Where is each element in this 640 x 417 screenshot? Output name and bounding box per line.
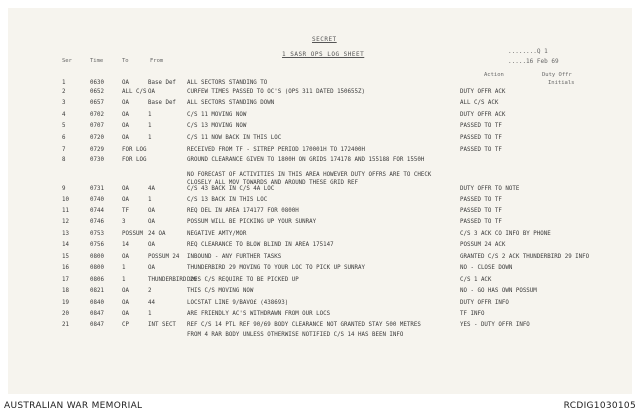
row-to: OA (122, 135, 129, 141)
table-row (0, 147, 640, 156)
row-from: 24 OA (148, 231, 166, 237)
row-to: OA (122, 80, 129, 86)
row-action: PASSED TO TF (460, 135, 502, 141)
row-to: OA (122, 254, 129, 260)
row-message: ALL SECTORS STANDING TO (187, 80, 268, 86)
row-action: C/S 1 ACK (460, 277, 492, 283)
row-to: ALL C/S (122, 89, 147, 95)
row-serial: 10 (62, 197, 69, 203)
row-time: 0730 (90, 157, 104, 163)
row-from: OA (148, 208, 155, 214)
row-from: 1 (148, 123, 152, 129)
table-row (0, 265, 640, 274)
row-from: 1 (148, 197, 152, 203)
row-serial: 7 (62, 147, 66, 153)
row-to: OA (122, 112, 129, 118)
row-serial: 3 (62, 100, 66, 106)
row-message: CURFEW TIMES PASSED TO OC'S (OPS 311 DATED 150655Z) (187, 89, 365, 95)
table-row (0, 254, 640, 263)
row-from: 1 (148, 135, 152, 141)
row-time: 0744 (90, 208, 104, 214)
row-to: CP (122, 322, 129, 328)
row-from: Base Def (148, 80, 176, 86)
table-row (0, 231, 640, 240)
row-message: REF C/S 14 PTL REF 90/69 BODY CLEARANCE NOT GRANTED STAY 500 METRES (187, 322, 421, 328)
header-reference: ........Q 1 (508, 48, 548, 55)
row-from: 1 (148, 112, 152, 118)
table-row (0, 89, 640, 98)
row-serial: 9 (62, 186, 66, 192)
table-row (0, 135, 640, 144)
row-message: C/S 13 MOVING NOW (187, 123, 247, 129)
row-time: 0652 (90, 89, 104, 95)
row-action: DUTY OFFR TO NOTE (460, 186, 520, 192)
row-serial: 8 (62, 157, 66, 163)
row-to: OA (122, 186, 129, 192)
row-from: 4A (148, 186, 155, 192)
row-serial: 4 (62, 112, 66, 118)
row-message: C/S 43 BACK IN C/S 4A LOC (187, 186, 275, 192)
row-serial: 18 (62, 288, 69, 294)
row-to: OA (122, 100, 129, 106)
table-row (0, 288, 640, 297)
row-time: 0753 (90, 231, 104, 237)
row-message: NEGATIVE AMTY/MOR (187, 231, 247, 237)
row-message: REQ CLEARANCE TO BLOW BLIND IN AREA 175147 (187, 242, 334, 248)
row-to: OA (122, 197, 129, 203)
row-from: 2 (148, 288, 152, 294)
row-serial: 19 (62, 300, 69, 306)
row-from: OA (148, 242, 155, 248)
row-to: OA (122, 288, 129, 294)
row-time: 0731 (90, 186, 104, 192)
row-to: OA (122, 300, 129, 306)
footer-record-id: RCDIG1030105 (563, 401, 636, 411)
row-action: DUTY OFFR ACK (460, 112, 506, 118)
row-from: OA (148, 219, 155, 225)
row-to: 1 (122, 265, 126, 271)
row-message: INBOUND - ANY FURTHER TASKS (187, 254, 282, 260)
row-time: 0821 (90, 288, 104, 294)
table-row (0, 197, 640, 206)
row-message: THIS C/S MOVING NOW (187, 288, 254, 294)
row8-continuation-2: CLOSELY ALL MOV TOWARDS AND AROUND THESE GRID REF (187, 180, 359, 186)
row-from: 44 (148, 300, 155, 306)
row-serial: 6 (62, 135, 66, 141)
row-time: 0657 (90, 100, 104, 106)
row-serial: 14 (62, 242, 69, 248)
row-action: PASSED TO TF (460, 147, 502, 153)
table-row (0, 242, 640, 251)
row-serial: 5 (62, 123, 66, 129)
row-message: C/S 11 MOVING NOW (187, 112, 247, 118)
row-message: LOCSTAT LINE 9/BAVO£ (438693) (187, 300, 289, 306)
row-to: FOR LOG (122, 157, 147, 163)
row-from: INT SECT (148, 322, 176, 328)
row-to: FOR LOG (122, 147, 147, 153)
row8-continuation-1: NO FORECAST OF ACTIVITIES IN THIS AREA HOWEVER DUTY OFFRS ARE TO CHECK (187, 172, 432, 178)
row-to: TF (122, 208, 129, 214)
row-serial: 15 (62, 254, 69, 260)
row-to: 14 (122, 242, 129, 248)
row-action: PASSED TO TF (460, 123, 502, 129)
row-action: YES - DUTY OFFR INFO (460, 322, 530, 328)
table-row (0, 80, 640, 89)
row-time: 0720 (90, 135, 104, 141)
row-serial: 12 (62, 219, 69, 225)
row-action: POSSUM 24 ACK (460, 242, 506, 248)
row-action: ALL C/S ACK (460, 100, 499, 106)
column-header-ser: Ser (62, 58, 72, 64)
table-row (0, 123, 640, 132)
row-time: 0847 (90, 322, 104, 328)
row-message: GROUND CLEARANCE GIVEN TO 1800H ON GRIDS 174178 AND 155188 FOR 1550H (187, 157, 425, 163)
row-message: DOES C/S REQUIRE TO BE PICKED UP (187, 277, 299, 283)
row-action: DUTY OFFR ACK (460, 89, 506, 95)
row-action: TF INFO (460, 311, 485, 317)
row-time: 0756 (90, 242, 104, 248)
row-from: Base Def (148, 100, 176, 106)
row-time: 0847 (90, 311, 104, 317)
header-date: .....16 Feb 69 (508, 58, 559, 65)
row-to: 3 (122, 219, 126, 225)
row-time: 0746 (90, 219, 104, 225)
row-time: 0806 (90, 277, 104, 283)
row-message: ARE FRIENDLY AC'S WITHDRAWN FROM OUR LOCS (187, 311, 331, 317)
column-header-action: Action (484, 72, 504, 78)
row-time: 0840 (90, 300, 104, 306)
document-title: SECRET (312, 36, 337, 43)
row-to: OA (122, 123, 129, 129)
table-row (0, 186, 640, 195)
row-action: PASSED TO TF (460, 208, 502, 214)
table-row (0, 219, 640, 228)
row-message: C/S 11 NOW BACK IN THIS LOC (187, 135, 282, 141)
row-action: NO - GO HAS OWN POSSUM (460, 288, 537, 294)
row-action: PASSED TO TF (460, 219, 502, 225)
row-time: 0702 (90, 112, 104, 118)
row21-continuation: FROM 4 RAR BODY UNLESS OTHERWISE NOTIFIED C/S 14 HAS BEEN INFO (187, 332, 404, 338)
row-action: NO - CLOSE DOWN (460, 265, 513, 271)
row-serial: 1 (62, 80, 66, 86)
column-header-initials: Initials (548, 80, 575, 86)
row-time: 0729 (90, 147, 104, 153)
table-row (0, 112, 640, 121)
row-time: 0630 (90, 80, 104, 86)
table-row (0, 322, 640, 331)
row-message: REQ DEL IN AREA 174177 FOR 0800H (187, 208, 299, 214)
row-to: OA (122, 311, 129, 317)
row-serial: 20 (62, 311, 69, 317)
table-row (0, 208, 640, 217)
table-row (0, 100, 640, 109)
column-header-time: Time (90, 58, 104, 64)
table-row (0, 311, 640, 320)
row-serial: 17 (62, 277, 69, 283)
row-action: DUTY OFFR INFO (460, 300, 509, 306)
row-time: 0707 (90, 123, 104, 129)
row-from: THUNDERBIRD 29 (148, 277, 197, 283)
row-from: OA (148, 89, 155, 95)
row-serial: 2 (62, 89, 66, 95)
document-subtitle: 1 SASR OPS LOG SHEET (282, 51, 365, 58)
row-action: PASSED TO TF (460, 197, 502, 203)
footer-archive-name: AUSTRALIAN WAR MEMORIAL (4, 401, 143, 411)
column-header-to: To (122, 58, 129, 64)
row-from: 1 (148, 311, 152, 317)
row-action: GRANTED C/S 2 ACK THUNDERBIRD 29 INFO (460, 254, 590, 260)
row-time: 0800 (90, 254, 104, 260)
row-message: RECEIVED FROM TF - SITREP PERIOD 170001H TO 172400H (187, 147, 365, 153)
row-serial: 11 (62, 208, 69, 214)
row-action: C/S 3 ACK CO INFO BY PHONE (460, 231, 551, 237)
row-from: OA (148, 265, 155, 271)
row-message: POSSUM WILL BE PICKING UP YOUR SUNRAY (187, 219, 317, 225)
column-header-duty-offr: Duty Offr (542, 72, 572, 78)
row-message: ALL SECTORS STANDING DOWN (187, 100, 275, 106)
row-serial: 21 (62, 322, 69, 328)
column-header-from: From (150, 58, 164, 64)
table-row (0, 157, 640, 166)
table-row (0, 300, 640, 309)
row-from: POSSUM 24 (148, 254, 180, 260)
row-time: 0740 (90, 197, 104, 203)
table-row (0, 277, 640, 286)
row-message: C/S 13 BACK IN THIS LOC (187, 197, 268, 203)
row-serial: 16 (62, 265, 69, 271)
row-time: 0800 (90, 265, 104, 271)
row-to: POSSUM (122, 231, 143, 237)
row-to: 1 (122, 277, 126, 283)
row-serial: 13 (62, 231, 69, 237)
row-message: THUNDERBIRD 29 MOVING TO YOUR LOC TO PICK UP SUNRAY (187, 265, 365, 271)
